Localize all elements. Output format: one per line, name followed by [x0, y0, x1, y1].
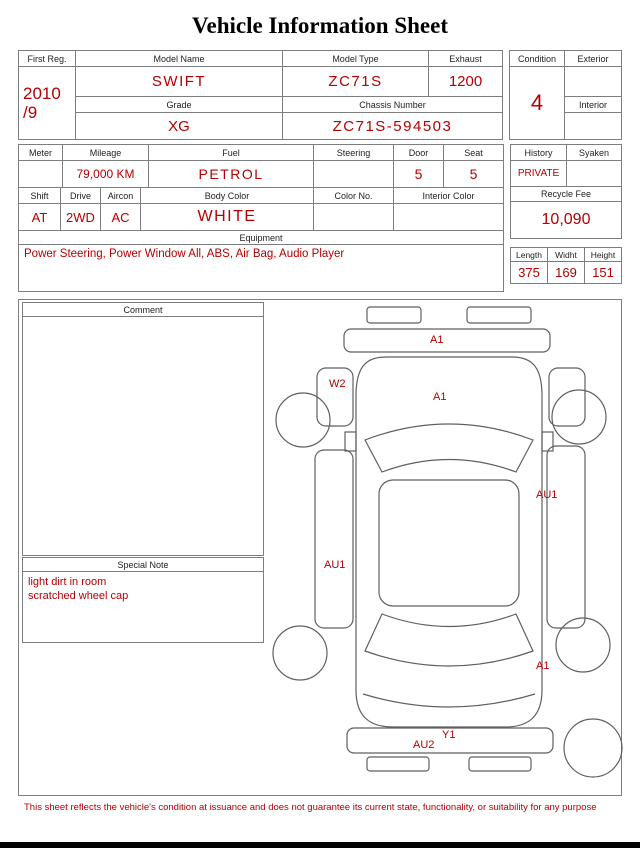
car-body-top-view	[356, 357, 542, 727]
interior-value	[565, 113, 622, 140]
special-note-line: scratched wheel cap	[28, 590, 129, 603]
spec-tables	[18, 144, 504, 292]
syaken-value	[567, 161, 622, 187]
color-no-label: Color No.	[314, 188, 394, 204]
recycle-fee-label: Recycle Fee	[511, 187, 622, 202]
annotation-rear-bumper: AU2	[413, 739, 435, 751]
model-type-value: ZC71S	[283, 67, 429, 97]
spec-table-row2	[18, 188, 504, 231]
car-condition-diagram	[265, 300, 637, 794]
front-panel-left	[367, 307, 421, 323]
left-rear-wheel	[273, 626, 327, 680]
left-front-fender-panel	[317, 368, 353, 426]
shift-value: AT	[19, 204, 61, 231]
comment-box	[22, 302, 264, 556]
meter-label: Meter	[19, 145, 63, 161]
condition-label: Condition	[510, 51, 565, 67]
rear-panel-right	[469, 757, 531, 771]
aircon-label: Aircon	[101, 188, 141, 204]
grade-value: XG	[76, 113, 283, 140]
mileage-label: Mileage	[63, 145, 149, 161]
front-panel-right	[467, 307, 531, 323]
bottom-bar	[0, 842, 640, 848]
exterior-label: Exterior	[565, 51, 622, 67]
body-color-label: Body Color	[141, 188, 314, 204]
registration-section	[18, 50, 622, 140]
trunk-line	[363, 694, 535, 707]
condition-value: 4	[510, 67, 565, 140]
model-type-label: Model Type	[283, 51, 429, 67]
history-label: History	[511, 145, 567, 161]
seat-value: 5	[444, 161, 504, 188]
recycle-fee-value: 10,090	[511, 202, 622, 239]
left-front-wheel	[276, 393, 330, 447]
exterior-value	[565, 67, 622, 97]
front-bumper	[344, 329, 550, 352]
interior-label: Interior	[565, 97, 622, 113]
page-title: Vehicle Information Sheet	[192, 13, 448, 38]
recycle-fee-table	[510, 187, 622, 239]
annotation-hood: A1	[433, 391, 447, 403]
chassis-number-label: Chassis Number	[283, 97, 503, 113]
car-diagram-area	[265, 300, 637, 794]
right-rear-wheel	[556, 618, 610, 672]
spare-tire	[564, 719, 622, 777]
color-no-value	[314, 204, 394, 231]
annotation-right-rear-fender: A1	[536, 660, 550, 672]
right-front-fender-panel	[549, 368, 585, 426]
meter-value	[19, 161, 63, 188]
steering-label: Steering	[314, 145, 394, 161]
length-value: 375	[511, 262, 548, 284]
width-value: 169	[548, 262, 585, 284]
right-mirror	[542, 432, 553, 451]
windshield	[365, 424, 533, 472]
spec-section	[18, 144, 622, 292]
seat-label: Seat	[444, 145, 504, 161]
comment-text	[23, 317, 263, 325]
first-reg-month: /9	[23, 103, 38, 122]
grade-label: Grade	[76, 97, 283, 113]
annotation-left-rear-door: AU1	[324, 559, 346, 571]
annotation-right-front-door: AU1	[536, 489, 558, 501]
exhaust-label: Exhaust	[429, 51, 503, 67]
left-mirror	[345, 432, 356, 451]
disclaimer-text: This sheet reflects the vehicle's condition at issuance and does not guarantee its current state, functionality, or suitability for any purpose	[24, 802, 597, 813]
rear-window	[365, 614, 533, 666]
history-dimension-column	[510, 144, 622, 292]
height-label: Height	[585, 248, 622, 262]
interior-color-label: Interior Color	[394, 188, 504, 204]
annotation-rear-panel: Y1	[442, 729, 456, 741]
vehicle-information-sheet	[0, 13, 640, 813]
registration-table	[18, 50, 503, 140]
special-note-line: light dirt in room	[28, 576, 107, 588]
drive-label: Drive	[61, 188, 101, 204]
steering-value	[314, 161, 394, 188]
first-reg-year: 2010	[23, 83, 61, 103]
right-front-wheel	[552, 390, 606, 444]
special-note-text	[23, 572, 263, 607]
spec-table-row1	[18, 144, 504, 188]
right-door-panel	[547, 446, 585, 628]
left-door-panel	[315, 450, 353, 628]
model-name-label: Model Name	[76, 51, 283, 67]
main-body	[18, 299, 622, 796]
first-reg-value	[19, 67, 76, 140]
equipment-value: Power Steering, Power Window All, ABS, Air Bag, Audio Player	[19, 245, 504, 292]
interior-color-value	[394, 204, 504, 231]
equipment-label: Equipment	[19, 231, 504, 245]
chassis-number-value: ZC71S-594503	[283, 113, 503, 140]
model-name-value: SWIFT	[76, 67, 283, 97]
annotation-front-bumper: A1	[430, 334, 444, 346]
drive-value: 2WD	[61, 204, 101, 231]
shift-label: Shift	[19, 188, 61, 204]
mileage-value: 79,000 KM	[63, 161, 149, 188]
fuel-value: PETROL	[149, 161, 314, 188]
dimensions-table	[510, 247, 622, 284]
door-label: Door	[394, 145, 444, 161]
equipment-table	[18, 231, 504, 292]
comment-header: Comment	[23, 303, 263, 317]
annotation-left-front-fender: W2	[329, 378, 346, 390]
spacer	[510, 239, 622, 247]
body-color-value: WHITE	[141, 204, 314, 231]
length-label: Length	[511, 248, 548, 262]
fuel-label: Fuel	[149, 145, 314, 161]
condition-table	[509, 50, 622, 140]
special-note-header: Special Note	[23, 558, 263, 572]
rear-panel-left	[367, 757, 429, 771]
syaken-label: Syaken	[567, 145, 622, 161]
history-table	[510, 144, 622, 187]
special-note-box	[22, 557, 264, 643]
height-value: 151	[585, 262, 622, 284]
exhaust-value: 1200	[429, 67, 503, 97]
first-reg-label: First Reg.	[19, 51, 76, 67]
door-value: 5	[394, 161, 444, 188]
aircon-value: AC	[101, 204, 141, 231]
width-label: Widht	[548, 248, 585, 262]
roof-panel	[379, 480, 519, 606]
history-value: PRIVATE	[511, 161, 567, 187]
